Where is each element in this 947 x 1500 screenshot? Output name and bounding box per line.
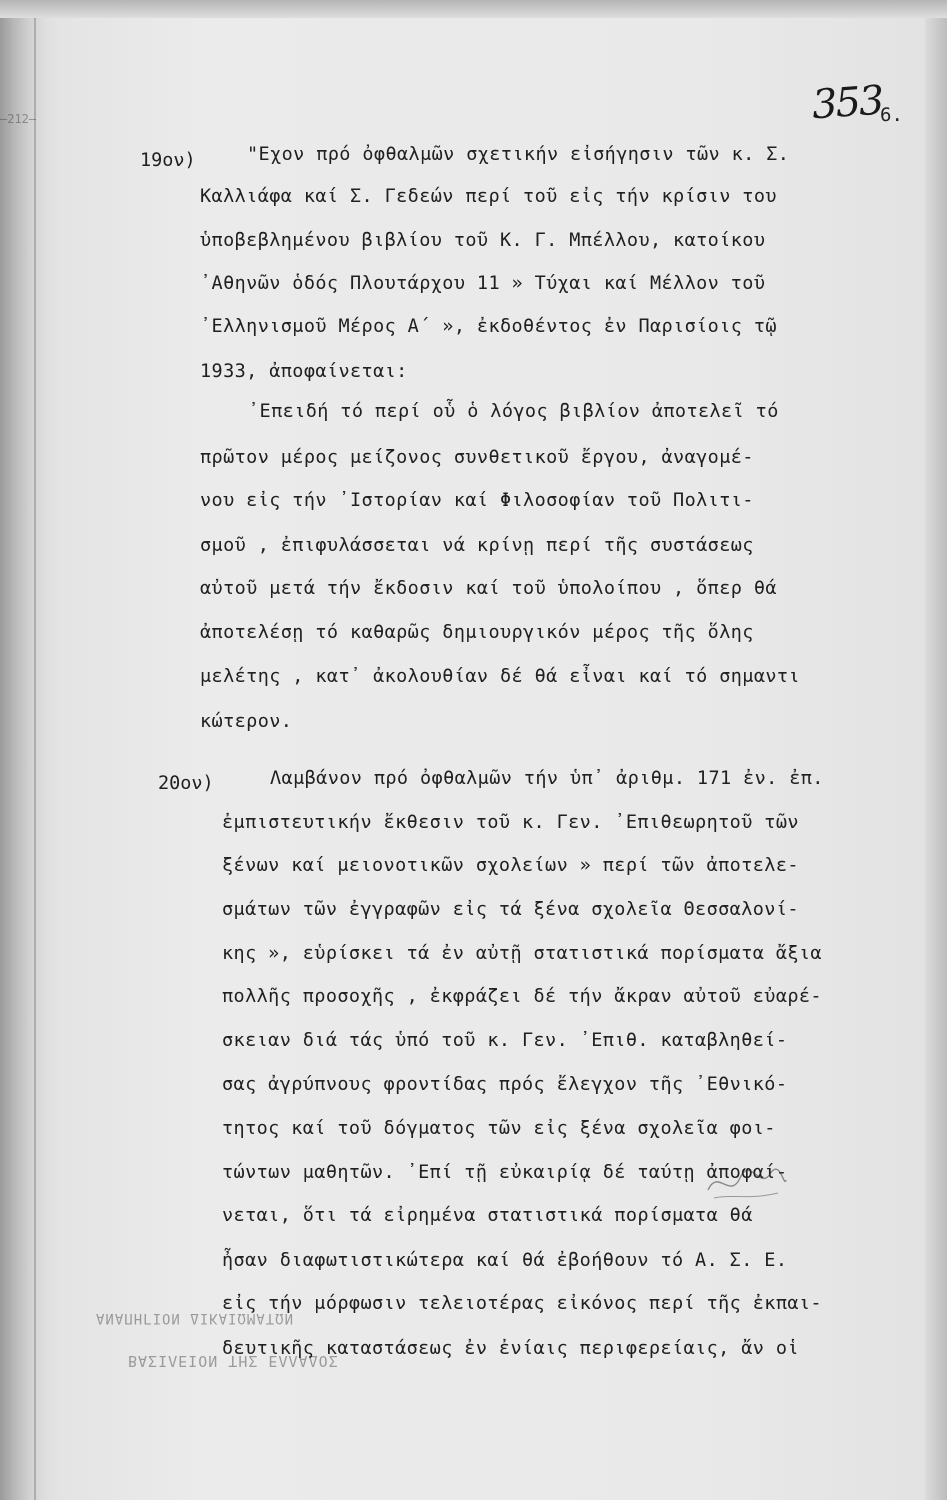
text-line: αὐτοῦ μετά τήν ἔκδοσιν καί τοῦ ὑπολοίπου , ὅπερ θά	[200, 578, 777, 599]
typed-page-number: 6.	[880, 104, 903, 126]
text-line: 1933, ἀποφαίνεται:	[200, 361, 408, 382]
page-top-edge	[0, 0, 947, 18]
binding-edge-line	[34, 0, 36, 1500]
text-line: τώντων μαθητῶν. ᾽Επί τῇ εὐκαιρίᾳ δέ ταύτῃ ἀποφαί-	[222, 1162, 788, 1183]
text-line: τητος καί τοῦ δόγματος τῶν εἰς ξένα σχολεῖα φοι-	[222, 1118, 776, 1139]
text-line: σας ἀγρύπνους φροντίδας πρός ἔλεγχον τῆς ᾽Εθνικό-	[222, 1074, 788, 1095]
text-line: ἐμπιστευτικήν ἔκθεσιν τοῦ κ. Γεν. ᾽Επιθεωρητοῦ τῶν	[222, 812, 799, 833]
bleed-through-stamp-line-1: ΑΝΑΠΗΓΙΟΝ ΔΙΚΑΙΩΜΑΤΩΝ	[96, 1310, 295, 1326]
text-line: δευτικῆς καταστάσεως ἐν ἐνίαις περιφερείαις, ἄν οἱ	[222, 1338, 799, 1359]
text-line: "Εχον πρό ὀφθαλμῶν σχετικήν εἰσήγησιν τῶν κ. Σ.	[247, 144, 790, 165]
item-label: 20ον)	[158, 773, 214, 794]
text-line: ἦσαν διαφωτιστικώτερα καί θά ἐβοήθουν τό Α. Σ. Ε.	[222, 1250, 788, 1271]
text-line: πολλῆς προσοχῆς , ἐκφράζει δέ τήν ἄκραν αὐτοῦ εὐαρέ-	[222, 986, 822, 1007]
text-line: ᾽Ελληνισμοῦ Μέρος Α´ », ἐκδοθέντος ἐν Παρισίοις τῷ	[200, 316, 777, 337]
text-line: πρῶτον μέρος μείζονος συνθετικοῦ ἔργου, ἀναγομέ-	[200, 447, 754, 468]
text-line: σκειαν διά τάς ὑπό τοῦ κ. Γεν. ᾽Επιθ. καταβληθεί-	[222, 1030, 788, 1051]
bleed-through-stamp-line-2: ΒΑΣΙΛΕΙΟΝ ΤΗΣ ΕΛΛΑΔΟΣ	[128, 1352, 339, 1370]
text-line: ὑποβεβλημένου βιβλίου τοῦ Κ. Γ. Μπέλλου, κατοίκου	[200, 230, 766, 251]
text-line: ᾽Αθηνῶν ὁδός Πλουτάρχου 11 » Τύχαι καί Μέλλον τοῦ	[200, 273, 766, 294]
text-line: Καλλιάφα καί Σ. Γεδεών περί τοῦ εἰς τήν κρίσιν του	[200, 186, 777, 207]
text-line: σμάτων τῶν ἐγγραφῶν εἰς τά ξένα σχολεῖα Θεσσαλονί-	[222, 899, 799, 920]
text-line: εἰς τήν μόρφωσιν τελειοτέρας εἰκόνος περί τῆς ἐκπαι-	[222, 1293, 822, 1314]
text-line: Λαμβάνον πρό ὀφθαλμῶν τήν ὑπ᾽ ἀριθμ. 171 ἐν. ἐπ.	[270, 768, 824, 789]
text-line: μελέτης , κατ᾽ ἀκολουθίαν δέ θά εἶναι καί τό σημαντι	[200, 666, 800, 687]
handwritten-initials-mark	[700, 1160, 790, 1206]
text-line: νεται, ὅτι τά εἰρημένα στατιστικά πορίσματα θά	[222, 1205, 753, 1226]
handwritten-page-number: 353	[810, 77, 884, 129]
text-line: ξένων καί μειονοτικῶν σχολείων » περί τῶν ἀποτελε-	[222, 855, 799, 876]
binding-gutter	[0, 0, 48, 1500]
page-right-edge	[925, 0, 947, 1500]
text-line: κης », εὑρίσκει τά ἐν αὐτῇ στατιστικά πορίσματα ἄξια	[222, 943, 822, 964]
text-line: σμοῦ , ἐπιφυλάσσεται νά κρίνῃ περί τῆς συστάσεως	[200, 535, 754, 556]
text-line: ἀποτελέσῃ τό καθαρῶς δημιουργικόν μέρος τῆς ὅλης	[200, 622, 754, 643]
text-line: κώτερον.	[200, 711, 293, 732]
item-label: 19ον)	[140, 150, 196, 171]
text-line: ᾽Επειδή τό περί οὗ ὁ λόγος βιβλίον ἀποτελεῖ τό	[248, 401, 779, 422]
bleed-through-top-text: —212—	[0, 112, 37, 126]
text-line: νου εἰς τήν ᾽Ιστορίαν καί Φιλοσοφίαν τοῦ Πολιτι-	[200, 490, 754, 511]
